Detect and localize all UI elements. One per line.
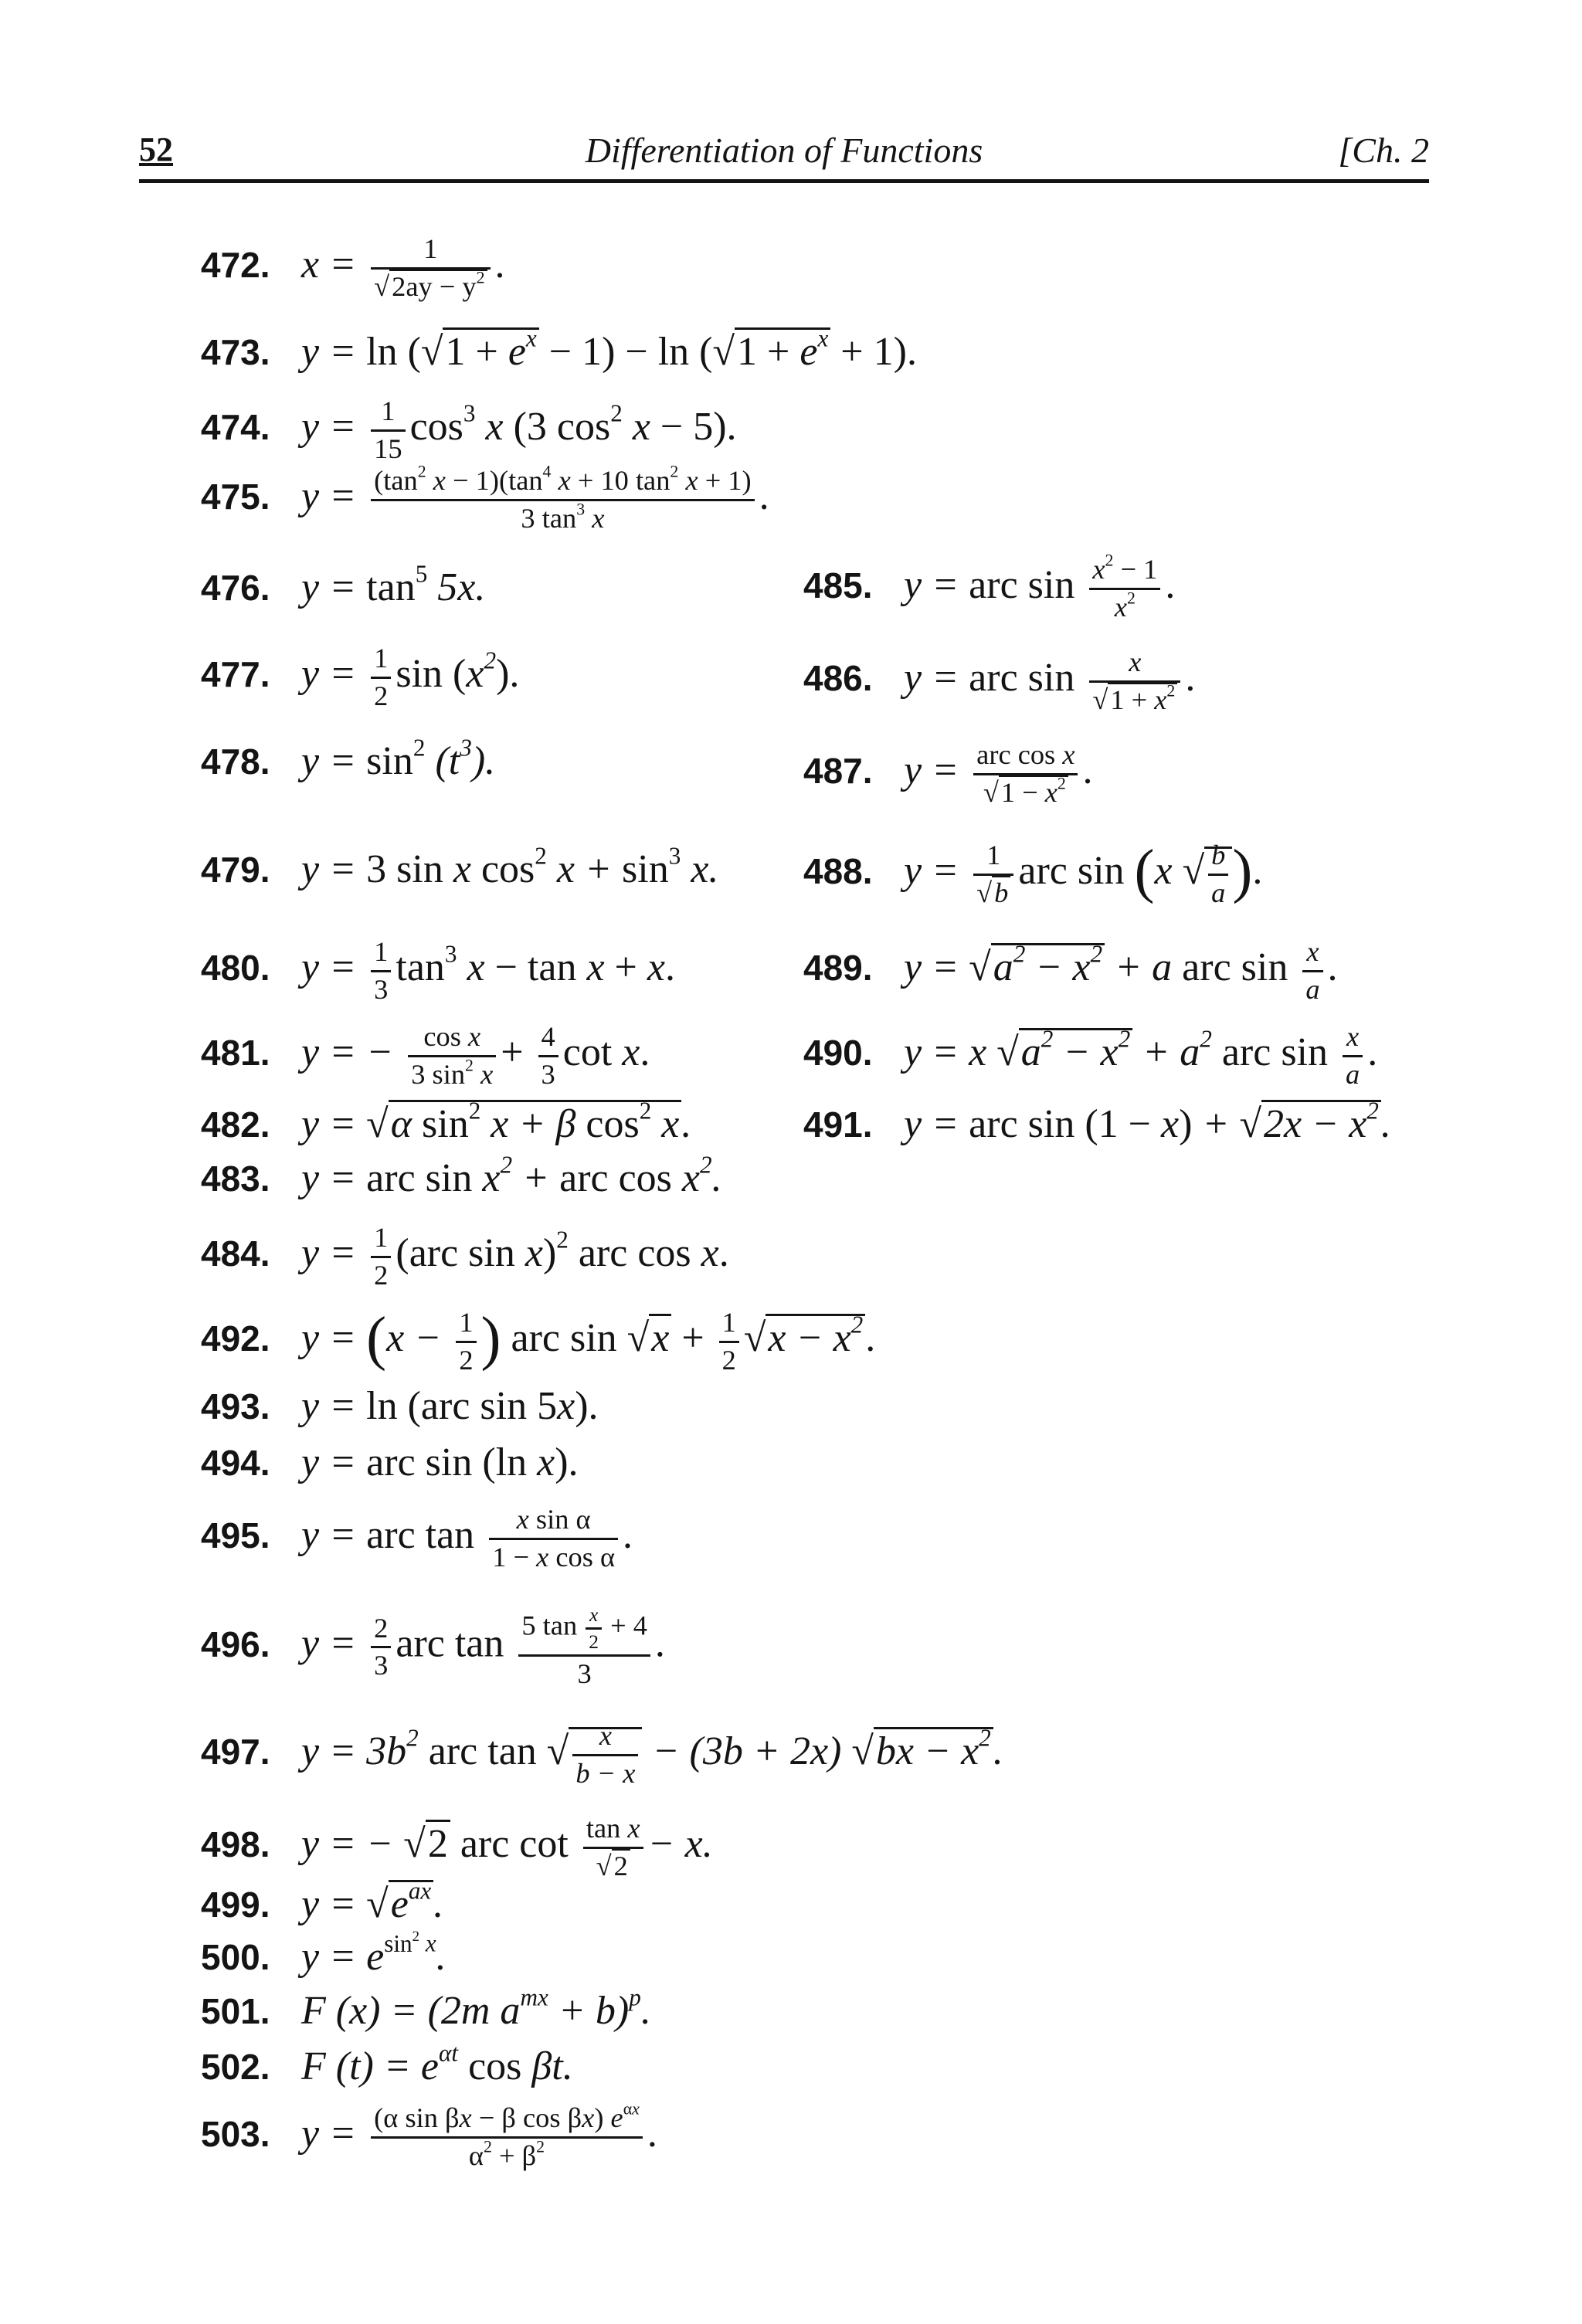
problem-492: 492. y = (x − $\frac{1}{2}$ ) arc sin √ x + $\frac{1}{2}$ √ $x - x^2$.	[201, 1305, 875, 1378]
header-rule	[139, 179, 1429, 183]
fraction: $\frac{x}{a}$	[1302, 935, 1322, 1007]
fraction: x √ $1 + x^2$	[1089, 645, 1180, 718]
fraction: $\frac{1}{2}$	[371, 641, 391, 714]
problem-number: 480.	[201, 947, 270, 988]
problem-501: 501. F (x) = (2m $a^{mx} + b)^p$.	[201, 1983, 651, 2033]
fraction: 5 tan $\frac{x}{2}$ + 4 3	[518, 1603, 650, 1691]
fraction: $\frac{x^2 - 1}{x^2}$	[1089, 552, 1160, 625]
problem-489: 489. y = √ $a^2 - x^2 + a$ arc sin $\frac{x}{a}$ .	[803, 935, 1338, 1007]
fraction: 1 √ b	[973, 838, 1013, 911]
page-number: 52	[139, 131, 173, 168]
problem-482: 482. y = √ α $\sin^2 x + \beta$ $\cos^2 x$.	[201, 1104, 691, 1145]
problem-494: 494. y = arc sin (ln x).	[201, 1440, 579, 1484]
problem-number: 491.	[803, 1104, 873, 1145]
problem-number: 493.	[201, 1386, 270, 1427]
problem-number: 497.	[201, 1731, 270, 1772]
problem-475: 475. y = $\frac{(\tan^2 x - 1)(\tan^4 x + 10 \tan^2 x + 1)}{3 \tan^3 x}$ .	[201, 463, 769, 536]
problem-number: 490.	[803, 1032, 873, 1073]
problem-485: 485. y = arc sin $\frac{x^2 - 1}{x^2}$ .	[803, 552, 1175, 625]
problem-478: 478. $y = \sin^2 (t^3)$.	[201, 734, 496, 783]
fraction: arc cos x √ $1 - x^2$	[973, 738, 1078, 810]
problem-500: 500. $y = e^{sin^2 x}$.	[201, 1929, 446, 1980]
problem-502: 502. F $(t) = e^{\alpha t}$ cos βt.	[201, 2039, 573, 2088]
problem-483: 483. y = arc $\sin x^2$ + arc $\cos x^2$.	[201, 1151, 722, 1200]
problem-473: 473. y = ln (√ $1 + e^x - 1) - \ln$ (√ $1 + e^x + 1$).	[201, 332, 917, 372]
problem-484: 484. y = $\frac{1}{2}$ (arc sin x)$^2$ arc cos x.	[201, 1220, 729, 1293]
problem-number: 478.	[201, 741, 270, 782]
problem-472: 472. x = 1 √ $2ay - y^2$ .	[201, 232, 505, 304]
problem-number: 499.	[201, 1885, 270, 1925]
problem-499: 499. y = √ $e^{ax}$.	[201, 1885, 443, 1925]
fraction: $\frac{4}{3}$	[538, 1020, 558, 1092]
problem-493: 493. y = ln (arc sin 5x).	[201, 1384, 599, 1428]
problem-number: 503.	[201, 2113, 270, 2154]
problem-497: 497. $y = 3b^2$ arc tan √ $\frac{x}{b - x}$ − (3b + 2x) √ bx − $x^2$.	[201, 1718, 1003, 1791]
chapter-label: [Ch. 2	[1338, 131, 1429, 170]
problem-number: 475.	[201, 476, 270, 517]
problem-496: 496. y = $\frac{2}{3}$ arc tan 5 tan $\frac{x}{2}$ + 4 3 .	[201, 1603, 665, 1691]
problem-488: 488. y = 1 √ b arc sin (x √ $\frac{b}{a}$ ).	[803, 838, 1262, 911]
problem-number: 482.	[201, 1104, 270, 1145]
fraction: $\frac{1}{2}$	[719, 1305, 739, 1378]
fraction: tan x √ 2	[583, 1811, 643, 1884]
problem-number: 502.	[201, 2047, 270, 2087]
problem-number: 481.	[201, 1032, 270, 1073]
running-title: Differentiation of Functions	[585, 131, 983, 170]
problem-number: 496.	[201, 1623, 270, 1664]
problem-number: 494.	[201, 1443, 270, 1483]
problem-number: 479.	[201, 850, 270, 890]
problem-number: 472.	[201, 244, 270, 285]
problem-491: 491. y = arc sin (1 − x) + √ $2x - x^2$.	[803, 1104, 1391, 1145]
fraction: $\frac{1}{2}$	[456, 1305, 476, 1378]
problem-487: 487. y = arc cos x √ $1 - x^2$ .	[803, 738, 1092, 810]
problem-number: 477.	[201, 653, 270, 694]
fraction: $\frac{x}{a}$	[1343, 1020, 1363, 1092]
problem-481: 481. y = − $\frac{\text{cos x}}{3 \sin^2 x}$ + $\frac{4}{3}$ cot x.	[201, 1020, 650, 1092]
problem-number: 484.	[201, 1233, 270, 1274]
problem-number: 476.	[201, 568, 270, 608]
problem-479: 479. y = 3 sin x $\cos^2 x + \sin^3 x$.	[201, 842, 719, 891]
problem-498: 498. y = − √ 2 arc cot tan x √ 2 − x.	[201, 1811, 713, 1884]
problem-number: 485.	[803, 565, 873, 606]
problem-476: 476. $y = \tan^5 5x$.	[201, 560, 486, 609]
problem-number: 474.	[201, 406, 270, 447]
problem-number: 492.	[201, 1318, 270, 1359]
problem-number: 488.	[803, 850, 873, 891]
problem-number: 495.	[201, 1515, 270, 1556]
fraction: 1 √ $2ay - y^2$	[371, 232, 490, 304]
problem-number: 486.	[803, 657, 873, 698]
fraction: $\frac{1}{2}$	[371, 1220, 391, 1293]
problem-number: 483.	[201, 1159, 270, 1199]
problem-number: 498.	[201, 1824, 270, 1864]
problem-477: 477. y = $\frac{1}{2}$ $\sin (x^2)$.	[201, 641, 519, 714]
problem-number: 487.	[803, 750, 873, 791]
problem-number: 489.	[803, 947, 873, 988]
problem-474: 474. y = $\frac{1}{15}$ $\cos^3 x$ (3 $\cos^2 x - 5$).	[201, 394, 737, 466]
problem-480: 480. y = $\frac{1}{3}$ $\tan^3 x - \tan x + x$.	[201, 935, 675, 1007]
problem-number: 473.	[201, 332, 270, 372]
fraction: $\frac{(\alpha \sin \beta x - \beta \cos \beta x) e^{\alpha x}}{\alpha^2 + \beta^2}$	[371, 2101, 643, 2173]
fraction: $\frac{1}{15}$	[371, 394, 405, 466]
fraction: $\frac{1}{3}$	[371, 935, 391, 1007]
fraction: $\frac{\text{x sin α}}{\text{1 − x cos α}}$	[489, 1502, 618, 1575]
problem-490: 490. y = x √ $a^2 - x^2 + a^2$ arc sin $\frac{x}{a}$ .	[803, 1020, 1377, 1092]
problem-486: 486. y = arc sin x √ $1 + x^2$ .	[803, 645, 1195, 718]
problem-number: 500.	[201, 1937, 270, 1978]
fraction: $\frac{\text{cos x}}{3 \sin^2 x}$	[408, 1020, 496, 1092]
problem-number: 501.	[201, 1991, 270, 2031]
problem-503: 503. y = $\frac{(\alpha \sin \beta x - \beta \cos \beta x) e^{\alpha x}}{\alpha^2 + \beta^2}$ .	[201, 2101, 657, 2173]
page-header	[139, 130, 1429, 184]
problem-495: 495. y = arc tan $\frac{\text{x sin α}}{\text{1 − x cos α}}$ .	[201, 1502, 633, 1575]
fraction: $\frac{2}{3}$	[371, 1611, 391, 1684]
fraction: $\frac{(\tan^2 x - 1)(\tan^4 x + 10 \tan^2 x + 1)}{3 \tan^3 x}$	[371, 463, 754, 536]
